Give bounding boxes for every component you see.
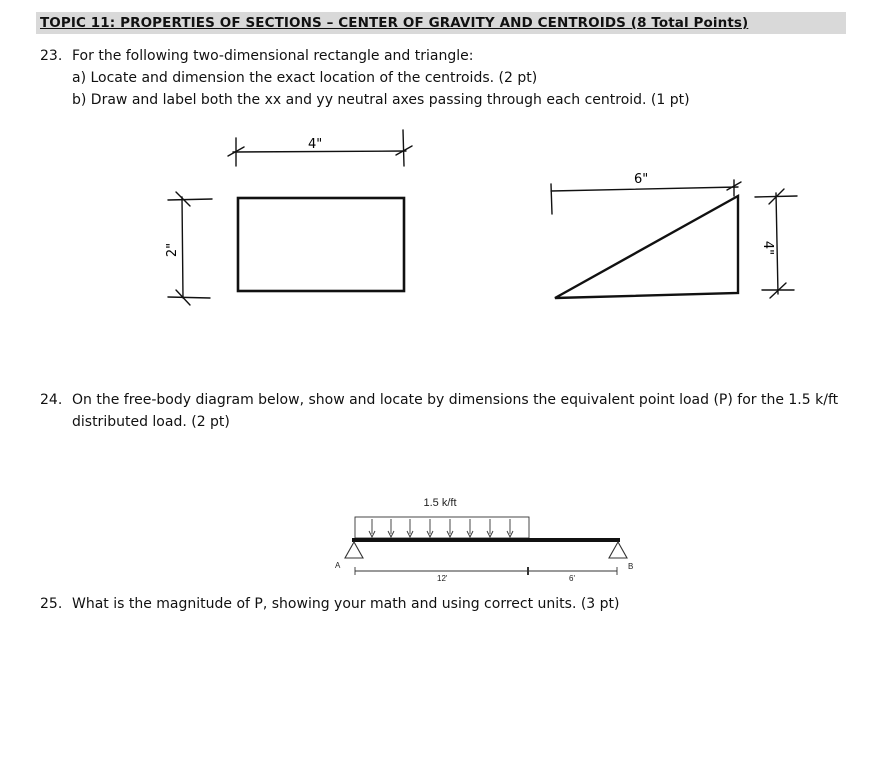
beam-diagram	[335, 497, 633, 583]
triangle-figure	[551, 180, 797, 298]
span-6-label: 6'	[569, 574, 575, 583]
tri-height-label: 4"	[760, 240, 775, 256]
question-23-part-a: a) Locate and dimension the exact location of the centroids. (2 pt)	[72, 70, 538, 86]
topic-title: TOPIC 11: PROPERTIES OF SECTIONS – CENTER OF GRAVITY AND CENTROIDS (8 Total Points)	[40, 15, 749, 31]
rect-width-label: 4"	[308, 137, 323, 152]
support-b-label: B	[628, 562, 634, 571]
question-24-line-1: On the free-body diagram below, show and locate by dimensions the equivalent point load (P) for the 1.5 k/ft	[72, 392, 839, 408]
rectangle-shape	[238, 198, 404, 291]
question-25-text: What is the magnitude of P, showing your math and using correct units. (3 pt)	[72, 596, 620, 612]
distributed-load-arrows	[355, 517, 529, 538]
question-24-number: 24.	[40, 392, 63, 408]
question-23-number: 23.	[40, 48, 63, 64]
beam	[352, 538, 620, 542]
span-12-label: 12'	[437, 574, 448, 583]
distributed-load-label: 1.5 k/ft	[423, 497, 457, 509]
support-a-pin	[345, 542, 363, 558]
span-dimension-line	[355, 567, 617, 575]
tri-width-label: 6"	[634, 172, 649, 187]
support-a-label: A	[335, 561, 341, 570]
rect-height-label: 2"	[165, 242, 180, 258]
question-23-prompt: For the following two-dimensional rectangle and triangle:	[72, 48, 474, 64]
triangle-shape	[555, 196, 738, 298]
rectangle-figure	[168, 130, 412, 305]
question-23-part-b: b) Draw and label both the xx and yy neutral axes passing through each centroid. (1 pt)	[72, 92, 690, 108]
question-24-line-2: distributed load. (2 pt)	[72, 414, 230, 430]
support-b-pin	[609, 542, 627, 558]
tri-width-dimension-line	[551, 187, 738, 191]
tri-height-dimension-line	[776, 193, 778, 294]
question-25-number: 25.	[40, 596, 63, 612]
rect-height-dimension-line	[182, 197, 183, 298]
